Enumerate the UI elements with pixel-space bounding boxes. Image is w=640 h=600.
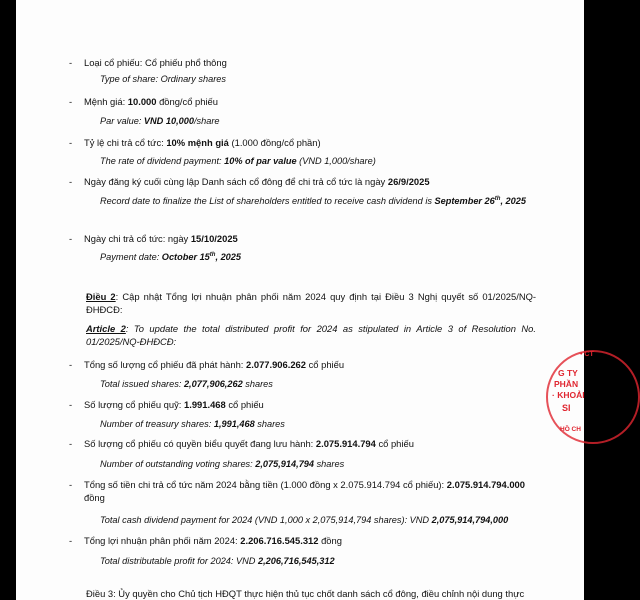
company-stamp: • CT G TY PHẦN · KHOẢI SI HỒ CH: [546, 350, 606, 440]
bullet-dash: -: [69, 96, 73, 107]
article-3-partial: Điều 3: Ủy quyền cho Chủ tịch HĐQT thực hiện thủ tục chốt danh sách cổ đông, điều chỉnh nội dung thực: [86, 588, 525, 599]
par-value-item: - Mệnh giá: 10.000 đồng/cổ phiếu: [69, 96, 218, 107]
bullet-dash: -: [69, 57, 73, 68]
payment-date-item: - Ngày chi trả cổ tức: ngày 15/10/2025: [69, 233, 238, 244]
issued-shares-item: - Tổng số lượng cổ phiếu đã phát hành: 2.077.906.262 cổ phiếu: [69, 359, 345, 370]
record-date-translation: Record date to finalize the List of shareholders entitled to receive cash dividend is September 26th, 2025: [100, 195, 526, 206]
document-page: [16, 0, 594, 600]
cash-dividend-item: - Tổng số tiền chi trả cổ tức năm 2024 bằng tiền (1.000 đồng x 2.075.914.794 cổ phiếu): 2.075.914.794.000 đồng: [69, 479, 525, 503]
dividend-ratio-translation: The rate of dividend payment: 10% of par value (VND 1,000/share): [100, 156, 376, 166]
bullet-dash: -: [69, 479, 73, 490]
outstanding-shares-translation: Number of outstanding voting shares: 2,075,914,794 shares: [100, 459, 345, 469]
issued-shares-translation: Total issued shares: 2,077,906,262 shares: [100, 379, 273, 389]
bullet-dash: -: [69, 176, 73, 187]
bullet-dash: -: [69, 233, 73, 244]
dividend-ratio-item: - Tỷ lệ chi trả cổ tức: 10% mệnh giá (1.000 đồng/cổ phần): [69, 137, 321, 148]
par-value-translation: Par value: VND 10,000/share: [100, 116, 220, 126]
article-2-en: Article 2: To update the total distributed profit for 2024 as stipulated in Article 3 of Resolution No. 01/2025/NQ-ĐHĐCĐ:: [86, 323, 536, 347]
bullet-dash: -: [69, 359, 73, 370]
share-type-translation: Type of share: Ordinary shares: [100, 74, 226, 84]
bullet-dash: -: [69, 137, 73, 148]
profit-item: - Tổng lợi nhuận phân phối năm 2024: 2.206.716.545.312 đồng: [69, 535, 342, 546]
bullet-dash: -: [69, 535, 73, 546]
bullet-dash: -: [69, 399, 73, 410]
record-date-item: - Ngày đăng ký cuối cùng lập Danh sách cổ đông để chi trả cổ tức là ngày 26/9/2025: [69, 176, 430, 187]
profit-translation: Total distributable profit for 2024: VND 2,206,716,545,312: [100, 556, 335, 566]
article-2-vn: Điều 2: Cập nhật Tổng lợi nhuận phân phối năm 2024 quy định tại Điều 3 Nghị quyết số 01/2025/NQ-ĐHĐCĐ:: [86, 291, 537, 315]
bullet-dash: -: [69, 438, 73, 449]
share-type-item: - Loại cổ phiếu: Cổ phiếu phổ thông: [69, 57, 227, 68]
outstanding-shares-item: - Số lượng cổ phiếu có quyền biểu quyết đang lưu hành: 2.075.914.794 cổ phiếu: [69, 438, 414, 449]
cash-dividend-translation: Total cash dividend payment for 2024 (VND 1,000 x 2,075,914,794 shares): VND 2,075,914,794,000: [100, 515, 509, 525]
treasury-shares-translation: Number of treasury shares: 1,991,468 shares: [100, 419, 285, 429]
treasury-shares-item: - Số lượng cổ phiếu quỹ: 1.991.468 cổ phiếu: [69, 399, 264, 410]
payment-date-translation: Payment date: October 15th, 2025: [100, 251, 242, 262]
